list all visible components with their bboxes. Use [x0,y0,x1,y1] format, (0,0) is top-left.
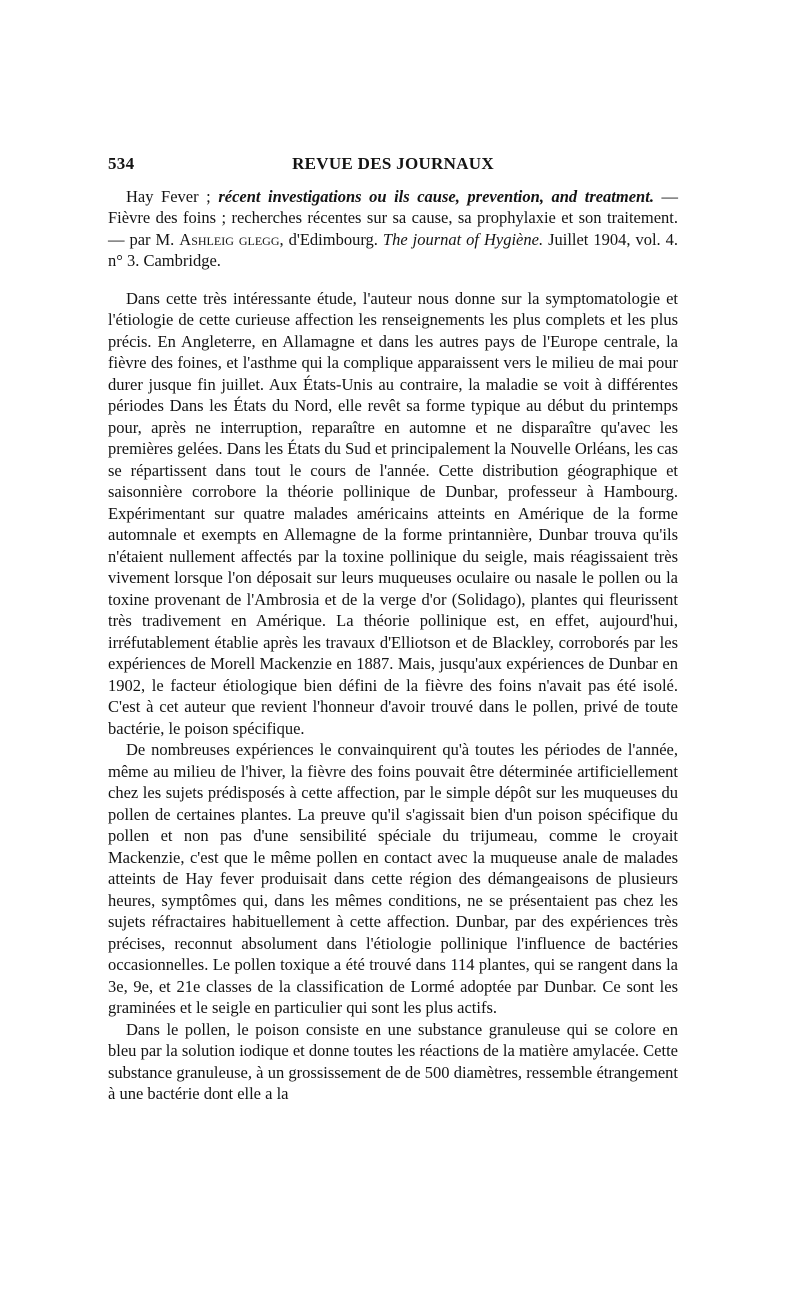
citation-journal: The journat of Hygiène. [382,229,544,249]
journal-title: REVUE DES JOURNAUX [292,154,494,173]
citation-short-title: Hay Fever ; [126,187,211,206]
citation-details: Juillet 1904, vol. 4. n° 3. Cambridge. [108,229,679,270]
citation-french-summary: — Fièvre des foins ; recherches récentes sur sa cause, sa prophylaxie et son traitement. — par M. [108,187,679,249]
citation-english-title: récent investigations ou ils cause, prevention, and treatment. [218,187,654,206]
article-citation [108,186,678,271]
body-paragraph: De nombreuses expériences le convainquirent qu'à toutes les périodes de l'année, même au milieu de l'hiver, la fièvre des foins pouvait être déterminée artificiellement chez les sujets prédisposés à cette affection, par le simple dépôt sur les muqueuses du pollen de certaines plantes. La preuve qu'il s'agissait bien d'un poison spécifique du pollen et non pas d'une sensibilité spéciale du trijumeau, comme le croyait Mackenzie, c'est que le même pollen en contact avec la muqueuse anale de malades atteints de Hay fever produisait dans cette région des démangeaisons de plusieurs heures, symptômes qui, dans les mêmes conditions, ne se présentaient pas chez les sujets réfractaires habituellement à cette affection. Dunbar, par des expériences très précises, reconnut absolument dans l'étiologie pollinique l'influence de bactéries occasionnelles. Le pollen toxique a été trouvé dans 114 plantes, qui se rangent dans la 3e, 9e, et 21e classes de la classification de Lormé adoptée par Dunbar. Ce sont les graminées et le seigle en particulier qui sont les plus actifs. [108,740,678,1018]
body-paragraph: Dans le pollen, le poison consiste en une substance granuleuse qui se colore en bleu par la solution iodique et donne toutes les réactions de la matière amylacée. Cette substance granuleuse, à un grossissement de de 500 diamètres, ressemble étrangement à une bactérie dont elle a la [108,1019,678,1104]
article-body [108,288,678,1105]
citation-author: Ashleig glegg [179,229,280,249]
running-head [108,148,678,178]
page-number: 534 [108,154,135,173]
citation-location: , d'Edimbourg. [279,229,378,249]
body-paragraph: Dans cette très intéressante étude, l'auteur nous donne sur la symptomatologie et l'étiologie de cette curieuse affection les renseignements les plus complets et les plus précis. En Angleterre, en Allamagne et dans les autres pays de l'Europe centrale, la fièvre des foines, et l'asthme qui la complique apparaissent vers le milieu de mai pour durer jusque fin juillet. Aux États-Unis au contraire, la maladie se voit à différentes périodes Dans les États du Nord, elle revêt sa forme typique au début du printemps pour, après ne interruption, reparaître en automne et ne disparaître qu'avec les premières gelées. Dans les États du Sud et principalement la Nouvelle Orléans, les cas se répartissent dans tout le cours de l'année. Cette distribution géographique et saisonnière corrobore la théorie pollinique de Dunbar, professeur à Hambourg. Expérimentant sur quatre malades américains atteints en Amérique de la forme automnale et exempts en Allemagne de la forme printannière, Dunbar trouva qu'ils n'étaient nullement affectés par la toxine pollinique du seigle, mais réagissaient très vivement lorsque l'on déposait sur leurs muqueuses oculaire ou nasale le pollen ou la toxine provenant de l'Ambrosia et de la verge d'or (Solidago), plantes qui fleurissent très tradivement en Amérique. La théorie pollinique est, en effet, aujourd'hui, irréfutablement établie après les travaux d'Elliotson et de Blackley, corroborés par les expériences de Morell Mackenzie en 1887. Mais, jusqu'aux expériences de Dunbar en 1902, le facteur étiologique bien défini de la fièvre des foins n'avait pas été isolé. C'est à cet auteur que revient l'honneur d'avoir trouvé dans le pollen, privé de toute bactérie, le poison spécifique. [108,288,678,738]
document-page [108,148,678,1105]
